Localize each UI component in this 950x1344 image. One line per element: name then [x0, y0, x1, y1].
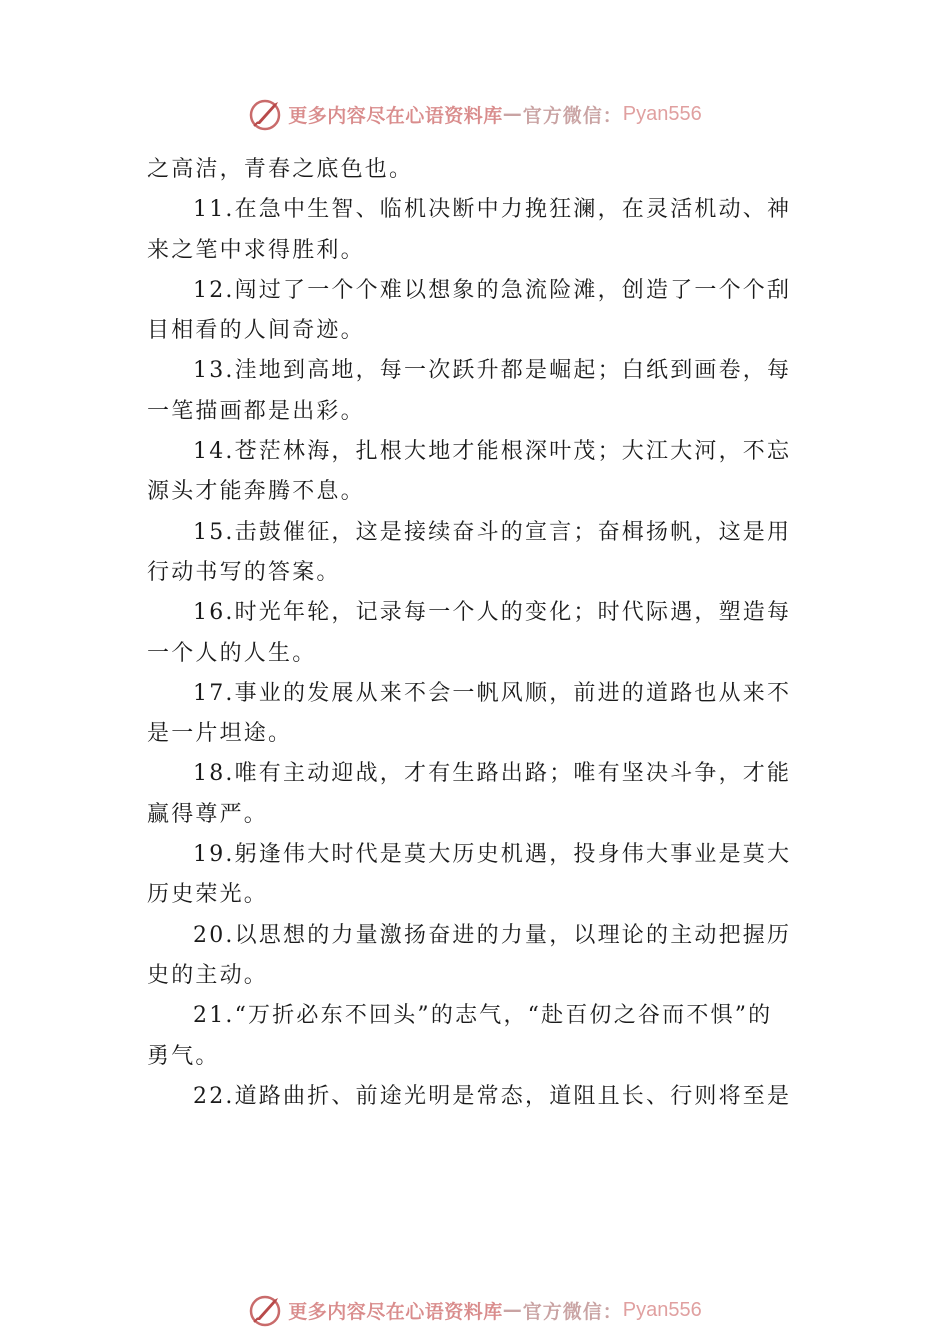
- footer-dash: —: [502, 1299, 523, 1321]
- body-line: 行动书写的答案。: [147, 559, 341, 585]
- body-line: 历史荣光。: [147, 882, 269, 908]
- body-line: 14.苍茫林海，扎根大地才能根深叶茂；大江大河，不忘: [193, 439, 792, 465]
- document-body: [147, 150, 803, 1117]
- body-line: 源头才能奔腾不息。: [147, 479, 365, 505]
- header-dash: —: [502, 103, 523, 125]
- footer-wechat-id: Pyan556: [622, 1298, 702, 1321]
- body-line: 22.道路曲折、前途光明是常态，道阻且长、行则将至是: [193, 1083, 792, 1109]
- footer-title: 更多内容尽在心语资料库: [288, 1300, 503, 1323]
- body-line: 是一片坦途。: [147, 721, 293, 747]
- body-line: 15.击鼓催征，这是接续奋斗的宣言；奋楫扬帆，这是用: [193, 519, 792, 545]
- body-line: 17.事业的发展从来不会一帆风顺，前进的道路也从来不: [193, 680, 792, 706]
- footer-banner: [0, 1290, 950, 1330]
- body-line: 目相看的人间奇迹。: [147, 318, 365, 344]
- body-line: 11.在急中生智、临机决断中力挽狂澜，在灵活机动、神: [193, 197, 792, 223]
- body-line: 来之笔中求得胜利。: [147, 237, 365, 263]
- body-line: 19.躬逢伟大时代是莫大历史机遇，投身伟大事业是莫大: [193, 842, 792, 868]
- header-title: 更多内容尽在心语资料库: [288, 104, 503, 127]
- body-line: 16.时光年轮，记录每一个人的变化；时代际遇，塑造每: [193, 600, 792, 626]
- quill-logo-icon: [248, 96, 284, 132]
- body-line: 勇气。: [147, 1043, 220, 1069]
- body-line: 史的主动。: [147, 962, 269, 988]
- quill-logo-icon: [248, 1292, 284, 1328]
- body-line: 13.洼地到高地，每一次跃升都是崛起；白纸到画卷，每: [193, 358, 792, 384]
- body-line: 一个人的人生。: [147, 640, 317, 666]
- body-line: 20.以思想的力量激扬奋进的力量，以理论的主动把握历: [193, 922, 792, 948]
- body-line: 18.唯有主动迎战，才有生路出路；唯有坚决斗争，才能: [193, 761, 792, 787]
- header-banner: [0, 94, 950, 134]
- footer-wechat-label: 官方微信：: [522, 1300, 623, 1323]
- body-line: 赢得尊严。: [147, 801, 269, 827]
- header-wechat-id: Pyan556: [622, 102, 702, 125]
- body-line: 一笔描画都是出彩。: [147, 398, 365, 424]
- body-line: 21.“万折必东不回头”的志气，“赴百仞之谷而不惧”的: [193, 1003, 773, 1029]
- body-line: 之高洁，青春之底色也。: [147, 157, 414, 182]
- body-line: 12.闯过了一个个难以想象的急流险滩，创造了一个个刮: [193, 277, 792, 303]
- header-wechat-label: 官方微信：: [522, 104, 623, 127]
